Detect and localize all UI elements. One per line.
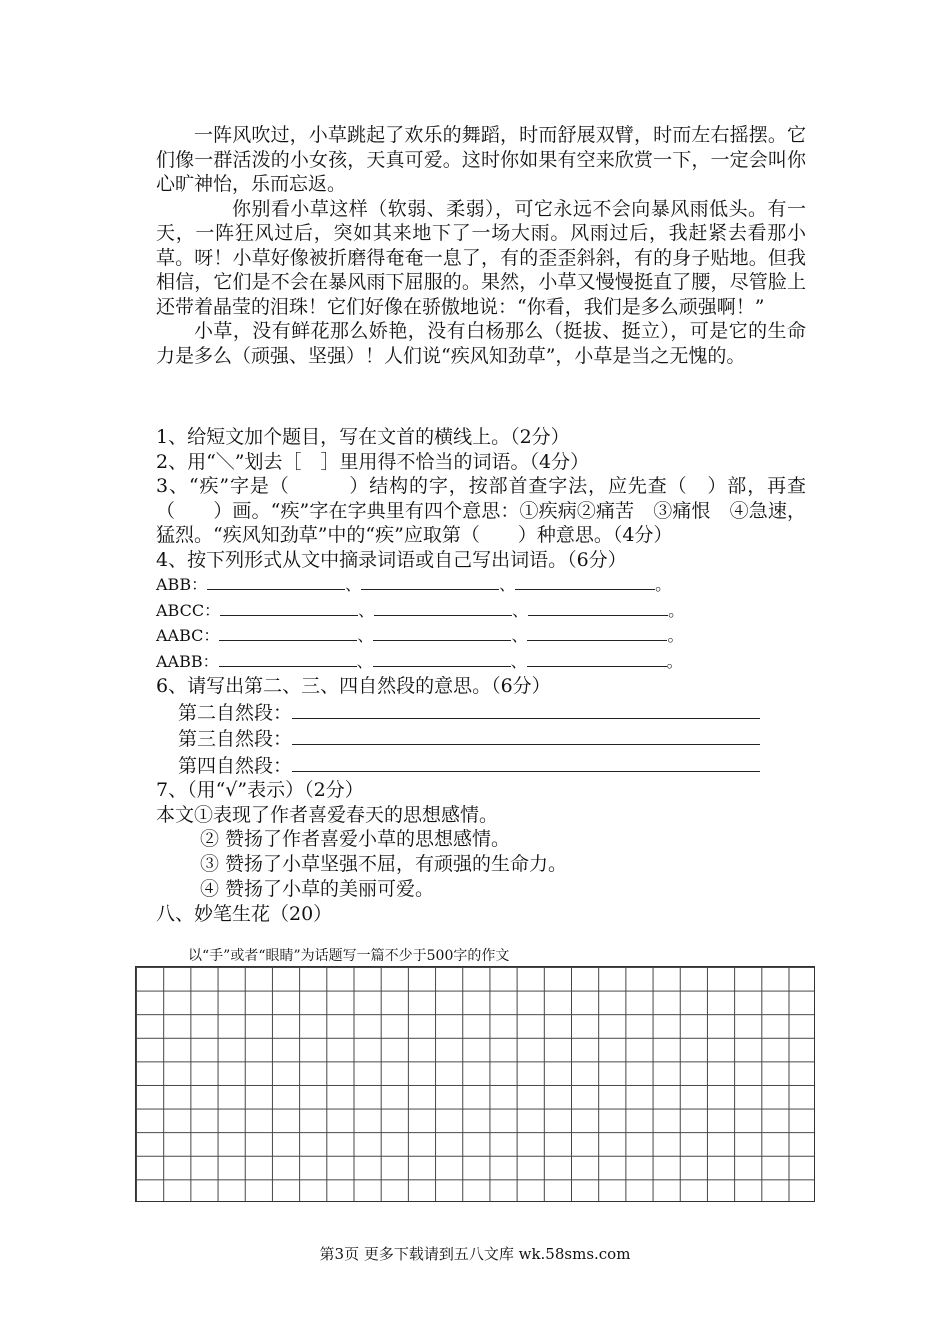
word-row-abb — [156, 572, 806, 598]
question-7-option-1[interactable]: 本文①表现了作者喜爱春天的思想感情。 — [156, 803, 499, 826]
reading-passage — [156, 123, 806, 368]
row-label: ABB： — [156, 575, 208, 594]
questions-section — [156, 425, 806, 927]
answer-blank[interactable] — [373, 623, 511, 641]
answer-blank[interactable] — [527, 623, 667, 641]
row-end: 。 — [667, 626, 684, 645]
row-end: 。 — [655, 575, 672, 594]
answer-blank[interactable] — [207, 572, 345, 590]
row-label: AABC： — [156, 626, 220, 645]
page-footer: 第3页 更多下载请到五八文库 wk.58sms.com — [319, 1245, 631, 1263]
row-label: 第四自然段： — [178, 754, 293, 777]
row-end: 。 — [668, 600, 685, 620]
answer-line[interactable] — [292, 725, 760, 745]
answer-blank[interactable] — [515, 572, 655, 590]
separator: 、 — [499, 575, 516, 594]
passage-paragraph-2: 你别看小草这样（软弱、柔弱），可它永远不会向暴风雨低头。有一天，一阵狂风过后，突如其来地下了一场大雨。风雨过后，我赶紧去看那小草。呀！小草好像被折磨得奄奄一息了，有的歪歪斜斜，有的身子贴地。但我相信，它们是不会在暴风雨下屈服的。果然，小草又慢慢挺直了腰，尽管脸上还带着晶莹的泪珠！它们好像在骄傲地说：“你看，我们是多么顽强啊！” — [156, 197, 806, 318]
question-7-option-2[interactable]: ② 赞扬了作者喜爱小草的思想感情。 — [200, 828, 511, 850]
separator: 、 — [358, 600, 375, 620]
question-3: 3、“疾”字是（ ）结构的字，按部首查字法，应先查（ ）部，再查（ ）画。“疾”字在字典里有四个意思：①疾病②痛苦 ③痛恨 ④急速，猛烈。“疾风知劲草”中的“疾”应取第（ ）种意思。（4分） — [156, 475, 806, 546]
question-6: 6、请写出第二、三、四自然段的意思。（6分） — [156, 675, 551, 697]
answer-blank[interactable] — [361, 572, 499, 590]
row-label: ABCC： — [156, 600, 221, 620]
section-8-title: 八、妙笔生花（20） — [156, 903, 333, 925]
question-2: 2、用“＼”划去［ ］里用得不恰当的词语。（4分） — [156, 450, 590, 473]
composition-grid[interactable] — [135, 966, 815, 1202]
question-1: 1、给短文加个题目，写在文首的横线上。（2分） — [156, 426, 570, 448]
word-row-aabc — [156, 623, 806, 649]
question-7-option-3[interactable]: ③ 赞扬了小草坚强不屈，有顽强的生命力。 — [200, 853, 568, 875]
answer-blank[interactable] — [219, 623, 357, 641]
answer-line[interactable] — [292, 752, 760, 772]
answer-blank[interactable] — [373, 649, 511, 667]
word-row-aabb — [156, 649, 806, 675]
separator: 、 — [511, 626, 528, 645]
paragraph-meaning-row — [156, 699, 806, 726]
passage-paragraph-3: 小草，没有鲜花那么娇艳，没有白杨那么（挺拔、挺立），可是它的生命力是多么（顽强、坚强）！人们说“疾风知劲草”，小草是当之无愧的。 — [156, 320, 806, 367]
answer-blank[interactable] — [527, 649, 667, 667]
question-7: 7、（用“√”表示）（2分） — [156, 779, 364, 801]
question-4: 4、按下列形式从文中摘录词语或自己写出词语。（6分） — [156, 548, 627, 571]
separator: 、 — [510, 651, 527, 671]
paragraph-meaning-row — [156, 752, 806, 779]
row-label: AABB： — [156, 651, 219, 671]
separator: 、 — [345, 575, 362, 594]
passage-paragraph-1: 一阵风吹过，小草跳起了欢乐的舞蹈，时而舒展双臂，时而左右摇摆。它们像一群活泼的小女孩，天真可爱。这时你如果有空来欣赏一下，一定会叫你心旷神怡，乐而忘返。 — [156, 124, 806, 195]
answer-blank[interactable] — [220, 598, 358, 616]
composition-prompt: 以“手”或者“眼睛”为话题写一篇不少于500字的作文 — [188, 948, 510, 964]
answer-blank[interactable] — [528, 598, 668, 616]
word-row-abcc — [156, 598, 806, 624]
answer-line[interactable] — [292, 699, 760, 719]
separator: 、 — [357, 626, 374, 645]
row-label: 第二自然段： — [178, 701, 293, 724]
paragraph-meaning-row — [156, 725, 806, 752]
row-end: 。 — [666, 651, 683, 671]
question-7-option-4[interactable]: ④ 赞扬了小草的美丽可爱。 — [200, 878, 435, 900]
separator: 、 — [512, 600, 529, 620]
answer-blank[interactable] — [374, 598, 512, 616]
answer-blank[interactable] — [219, 649, 357, 667]
separator: 、 — [356, 651, 373, 671]
row-label: 第三自然段： — [178, 728, 293, 750]
